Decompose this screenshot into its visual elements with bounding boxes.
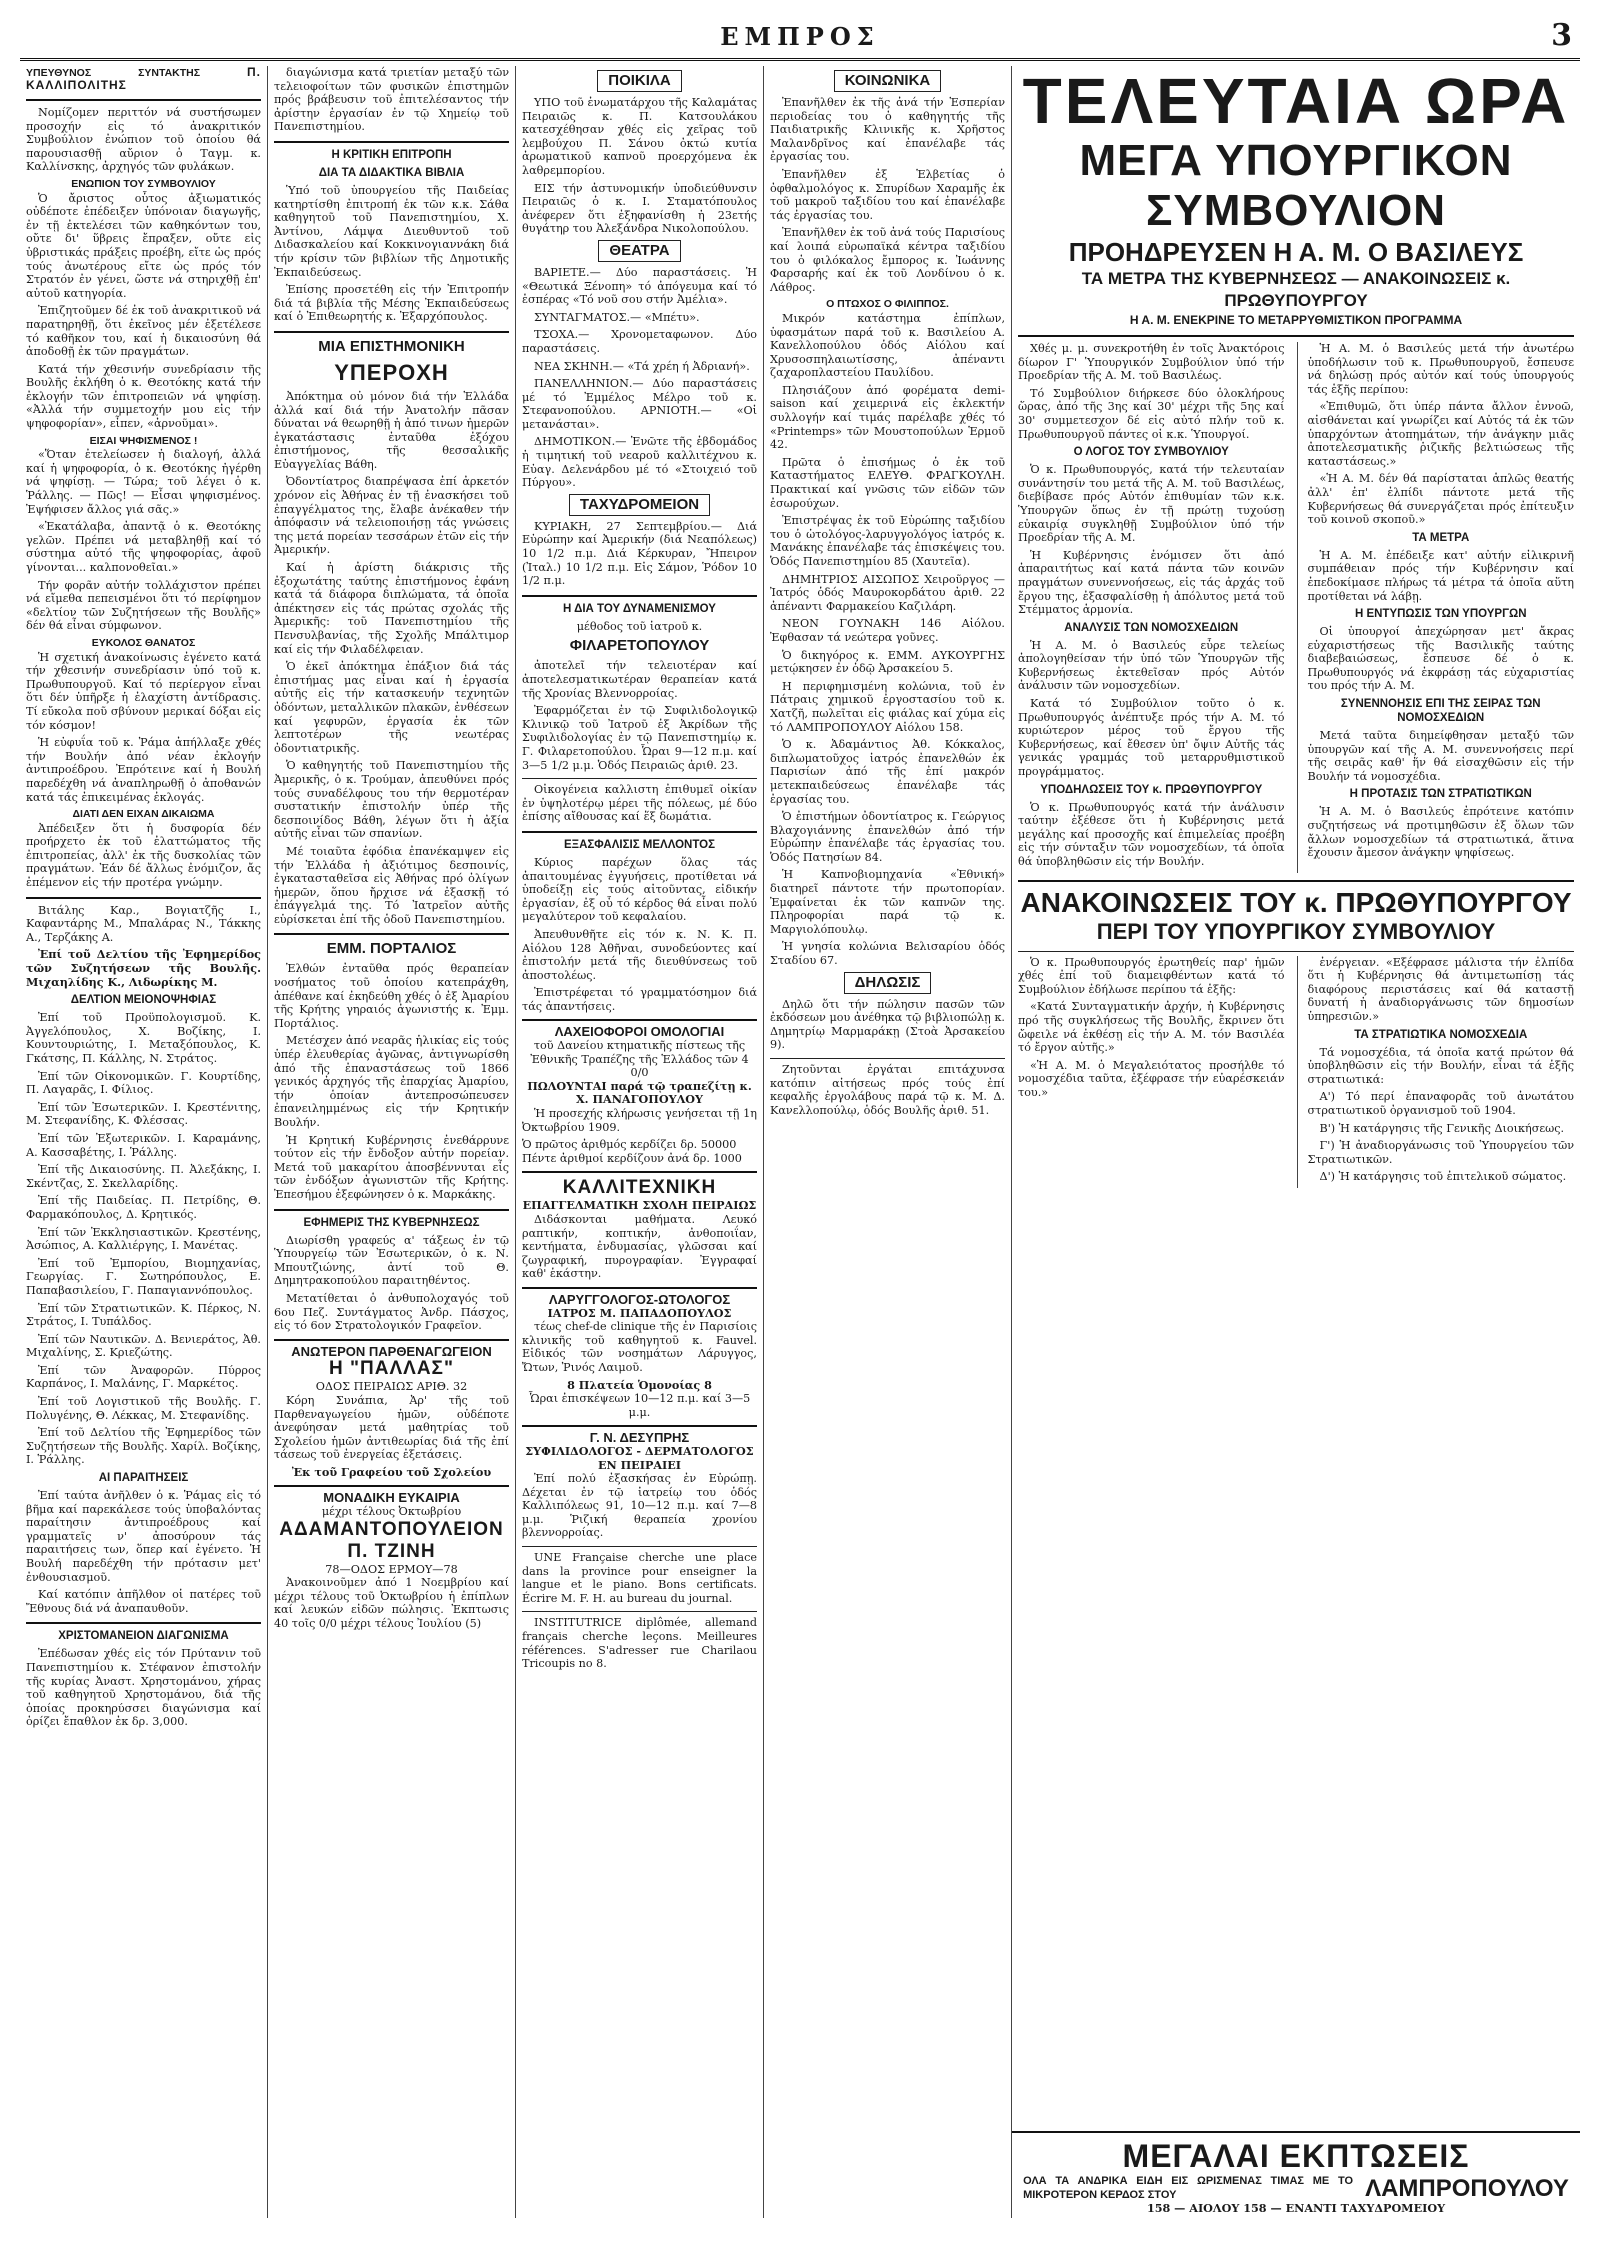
paragraph: Ἐπί τῆς Παιδείας. Π. Πετρίδης, Θ. Φαρμακόπουλος, Δ. Κρητικός. [26, 1194, 261, 1221]
ad-school [274, 1339, 509, 1480]
paragraph: Ὁ κ. Ἀδαμάντιος Ἀθ. Κόκκαλος, διπλωματοῦχος ἰατρός ἐπανελθών ἐκ Παρισίων ἀπό τῆς ἐπί μακρόν μετεκπαιδεύσεως ἐπανέλαβε τάς ἐργασίας του. [770, 738, 1005, 806]
ad-sell: ΠΩΛΟΥΝΤΑΙ παρά τῷ τραπεζίτῃ κ. Χ. ΠΑΝΑΓΟΠΟΥΛΟΥ [527, 1078, 752, 1107]
paragraph: UNE Française cherche une place dans la province pour enseigner la langue et le piano. Bons certificats. Écrire M. F. H. au bureau du journal. [522, 1551, 757, 1605]
lead-article [1018, 342, 1574, 873]
paragraph: Ἐπέδωσαν χθές εἰς τόν Πρύτανιν τοῦ Πανεπιστημίου κ. Στέφανον ἐπιστολήν τῆς κυρίας Ἀναστ. Χρηστομάνου, χήρας τοῦ καθηγητοῦ Χρηστομάνου, διά τῆς ὁποίας προκηρύσσει διαγώνισμα καί ὁρίζει ἔπαθλον ἐκ δρ. 3,000. [26, 1647, 261, 1729]
ad-address: 158 — ΑΙΟΛΟΥ 158 — ΕΝΑΝΤΙ ΤΑΧΥΔΡΟΜΕΙΟΥ [1146, 2201, 1446, 2216]
ad-title: ΛΑΡΥΓΓΟΛΟΓΟΣ-ΩΤΟΛΟΓΟΣ [548, 1291, 731, 1307]
paragraph: Ὁ δικηγόρος κ. ΕΜΜ. ΑΥΚΟΥΡΓΗΣ μετῴκησεν ἐν ὁδῷ Ἀρσακείου 5. [770, 648, 1005, 676]
announcement-article [1018, 956, 1574, 1188]
paragraph: «Κατά Συνταγματικήν ἀρχήν, ἡ Κυβέρνησις πρό τῆς συγκλήσεως τῆς Βουλῆς, ἔκρινεν ὅτι ὤφειλε νά ἐκθέσῃ εἰς τήν Α. Μ. τόν Βασιλέα τό ἔργον αὐτῆς.» [1018, 1000, 1285, 1055]
paragraph: Ἐπιστρέψας ἐκ τοῦ Εὐρώπης ταξιδίου του ὁ ὠτολόγος-λαρυγγολόγος ἰατρός κ. Μανάκης ἐπανέλαβε τάς ἐπισκέψεις του. Ὁδός Πανεπιστημίου 85 (Χαυτεῖα). [770, 514, 1005, 568]
ad-draw: Ἡ προσεχής κλήρωσις γενήσεται τῇ 1η Ὀκτωβρίου 1909. [522, 1107, 757, 1134]
paragraph: «Ὅταν ἐτελείωσεν ἡ διαλογή, ἀλλά καί ἡ ψηφοφορία, ὁ κ. Θεοτόκης ἠγέρθη νά ψηφίσῃ. — Τώρα; τοῦ λέγει ὁ κ. Ῥάλλης. — Πῶς! — Εἶσαι ψηφισμένος. Ἐψήφισεν ἄλλος γιά σᾶς.» [26, 448, 261, 516]
announcement-right [1297, 956, 1575, 1188]
paragraph: Ἐπί τοῦ Ἐμπορίου, Βιομηχανίας, Γεωργίας. Γ. Σωτηρόπουλος, Ε. Παπαβασιλείου, Γ. Παπαγιαννόπουλος. [26, 1256, 261, 1297]
headline-1: ΤΕΛΕΥΤΑΙΑ ΩΡΑ [1022, 66, 1570, 137]
section-heading: Η ΔΙΑ ΤΟΥ ΔΥΝΑΜΕΝΙΣΜΟΥ [563, 602, 716, 615]
masthead [20, 18, 1580, 61]
ad-until: μέχρι τέλους Ὀκτωβρίου [321, 1505, 462, 1519]
paragraph: Ἐπί τῶν Ἐσωτερικῶν. Ι. Κρεστένιτης, Μ. Στεφανίδης, Κ. Φλέσσας. [26, 1100, 261, 1128]
ad-text: ΟΛΑ ΤΑ ΑΝΔΡΙΚΑ ΕΙΔΗ ΕΙΣ ΩΡΙΣΜΕΝΑΣ ΤΙΜΑΣ ΜΕ ΤΟ ΜΙΚΡΟΤΕΡΟΝ ΚΕΡΔΟΣ ΣΤΟΥ [1023, 2175, 1354, 2201]
section-heading: ΘΕΑΤΡΑ [598, 240, 680, 262]
section-heading: ΑΝΑΛΥΣΙΣ ΤΩΝ ΝΟΜΟΣΧΕΔΙΩΝ [1064, 621, 1239, 634]
newspaper-page [20, 18, 1580, 2218]
paragraph: ΤΣΟΧΑ.— Χρονομεταφωνον. Δύο παραστάσεις. [522, 328, 757, 355]
paragraph: Τά νομοσχέδια, τά ὁποῖα κατά πρώτον θά ὑποβληθῶσιν εἰς τήν Βουλήν, εἶναι τά ἑξῆς στρατιωτικά: [1307, 1045, 1574, 1086]
paragraph: Κατά τήν χθεσινήν συνεδρίασιν τῆς Βουλῆς ἐκλήθη ὁ κ. Θεοτόκης κατά τήν ἐκλογήν τῶν ἐπιτροπειῶν νά ψηφίσῃ. «Ἀλλά τήν συμμετοχήν μου εἰς τήν ψηφοφορίαν», εἶπεν, «ἀρνοῦμαι». [26, 362, 261, 431]
paragraph: Ἡ Κρητική Κυβέρνησις ἐνεθάρρυνε τούτον εἰς τήν ἔνδοξον αὐτήν πορείαν. Μετά τοῦ μακαρίτου ἀποσβέννυται εἷς τῶν ἐνδόξων ἀγωνιστῶν τῆς Κρήτης. Ἐπεσήμου ἐξεφώνησεν ὁ κ. Μαρκάκης. [274, 1133, 509, 1201]
ad-place: ΕΝ ΠΕΙΡΑΙΕΙ [597, 1457, 682, 1472]
paragraph: Μικρόν κατάστημα ἐπίπλων, ὑφασμάτων παρά τοῦ κ. Βασιλείου Α. Κανελλοπούλου ὁδός Αἰόλου καί Χρυσοσπηλαιωτίσσης, ἀπέναντι ζαχαροπλαστείου Παυλίδου. [770, 311, 1005, 380]
paragraph: Η περιφημισμένη κολώνια, τοῦ ἐν Πάτραις χημικοῦ ἐργοστασίου τοῦ κ. Χατζῆ, πωλεῖται εἰς φιάλας καί χύμα εἰς τό ΛΑΜΠΡΟΠΟΥΛΟΥ Αἰόλου 158. [770, 679, 1005, 734]
ad-title: Γ. Ν. ΔΕΣΥΠΡΗΣ [589, 1430, 690, 1446]
responsible-name: Π. ΚΑΛΛΙΠΟΛΙΤΗΣ [26, 66, 262, 92]
section-heading: ΤΑ ΜΕΤΡΑ [1412, 531, 1470, 544]
ad-prize: Ὁ πρῶτος ἀριθμός κερδίζει δρ. 50000 [522, 1138, 737, 1152]
ad-address: ΟΔΟΣ ΠΕΙΡΑΙΩΣ ΑΡΙΘ. 32 [315, 1380, 468, 1394]
section-heading: ΜΙΑ ΕΠΙΣΤΗΜΟΝΙΚΗ [318, 337, 465, 355]
section-heading: ΕΜΜ. ΠΟΡΤΑΛΙΟΣ [326, 940, 457, 958]
ad-title: ΜΕΓΑΛΑΙ ΕΚΠΤΩΣΕΙΣ [1122, 2138, 1470, 2175]
paragraph: ἐνέργειαν. «Εξέφρασε μάλιστα τήν ἐλπίδα ὅτι ἡ Κυβέρνησις θά ἀντιμετωπίσῃ τάς διαφόρους περιστάσεις καί θά καταστῇ δυνατή ἡ ἀναδιοργάνωσις τῶν δημοσίων ὑπηρεσιῶν.» [1307, 955, 1574, 1023]
paper-name: ΕΜΠΡΟΣ [720, 22, 880, 51]
section-heading: ΥΠΕΡΟΧΗ [334, 359, 449, 385]
side-heading: Ο ΠΤΩΧΟΣ Ο ΦΙΛΙΠΠΟΣ. [826, 298, 949, 311]
section-heading: ΚΟΙΝΩΝΙΚΑ [834, 70, 942, 92]
paragraph: Μετατίθεται ὁ ἀνθυπολοχαγός τοῦ 6ου Πεζ. Συντάγματος Ἀνδρ. Πάσχος, εἰς τό 6ον Στρατολογικόν Γραφεῖον. [274, 1291, 509, 1333]
paragraph: Τήν φορᾶν αὐτήν τολλάχιστον πρέπει νά εἴμεθα πεπεισμένοι ὅτι τό περίφημον «δελτίον τῶν Συζητήσεων τῆς Βουλῆς» δέν θά εἶναι σύμφωνον. [26, 578, 261, 633]
ad-text: Ἐπί πολύ ἐξασκήσας ἐν Εὐρώπῃ. Δέχεται ἐν τῷ ἰατρείῳ του ὁδός Καλλιπόλεως 91, 10—12 π.μ. καί 7—8 μ.μ. Ῥιζική θεραπεία χρονίου βλεννορροίας. [522, 1472, 757, 1540]
paragraph: ΒΑΡΙΕΤΕ.— Δύο παραστάσεις. Ἡ «Θεωτικά Ξένοπη» τό ἀπόγευμα καί τό ἑσπέρας «Τό νοῦ σου στήν Ἀμέλια». [522, 265, 757, 307]
paragraph: Ἐπί τῶν Ἀναφορῶν. Πύρρος Καρπάνος, Ι. Μαλάνης, Γ. Μαρκέτος. [26, 1363, 261, 1391]
ad-unique [274, 1485, 509, 1630]
columns [20, 66, 1580, 2218]
headline-3: ΠΡΟΗΔΡΕΥΣΕΝ Η Α. Μ. Ο ΒΑΣΙΛΕΥΣ [1068, 237, 1524, 267]
section-subheading: μέθοδος τοῦ ἰατροῦ κ. [576, 619, 703, 633]
paragraph: Ἐπί τῆς Δικαιοσύνης. Π. Ἀλεξάκης, Ι. Σκέντζας, Σ. Σκελλαρίδης. [26, 1163, 261, 1190]
paragraph: ΝΕΑ ΣΚΗΝΗ.— «Τά χρέη ή Ἀδριανή». [534, 359, 750, 373]
paragraph: «Ἐκατάλαβα, ἀπαντᾷ ὁ κ. Θεοτόκης γελῶν. Πρέπει νά μεταβληθῇ καί τό σύστημα αὐτό τῆς ψηφοφορίας, ἀφοῦ γίνονται... καλπονοθεῖαι.» [26, 520, 261, 574]
ad-name: ΙΑΤΡΟΣ Μ. ΠΑΠΑΔΟΠΟΥΛΟΣ [547, 1305, 732, 1320]
paragraph: Ὁ ἐκεῖ ἀπόκτημα ἐπάξιον διά τάς ἐπιστήμας μας εἶναι καί ἡ ἐργασία αὐτῆς εἰς τήν κατασκευήν τεχνητῶν ὀδόντων, μεταλλικῶν πλακῶν, ἐνθέσεων καί γεφυρῶν, ἐργασία ἐκ τῶν λεπτοτέρων τῆς νεωτέρας ὀδοντιατρικῆς. [274, 660, 509, 755]
paragraph: Ἐπανῆλθεν ἐξ Ἑλβετίας ὁ ὀφθαλμολόγος κ. Σπυρίδων Χαραμῆς ἐκ τοῦ μακροῦ ταξιδίου του καί ἐπανέλαβε τάς ἐργασίας του. [770, 167, 1005, 222]
paragraph: Ἡ σχετική ἀνακοίνωσις ἐγένετο κατά τήν χθεσινήν συνεδρίασιν ὑπό τοῦ κ. Πρωθυπουργοῦ. Καί τό περίεργον εἶναι ὅτι δέν ὑπῆρξε ἡ ἐλαχίστη ἀντίδρασις. Τί εὔκολα ποῦ σβύνουν μερικαί δόξαι εἰς τόν κόσμον! [26, 650, 261, 732]
paragraph: Πρῶτα ὁ ἐπισήμως ὁ ἐκ τοῦ Καταστήματος ΕΛΕΥΘ. ΦΡΑΓΚΟΥΛΗ. Πρακτικαί καί γνῶσις τῶν εἰδῶν τῶν ἐσωρούχων. [770, 455, 1005, 510]
paragraph: ΚΥΡΙΑΚΗ, 27 Σεπτεμβρίου.— Διά Εὐρώπην καί Ἀμερικήν (διά Νεαπόλεως) 10 1/2 π.μ. Διά Κέρκυραν, Ἤπειρον (Ἰταλ.) 10 1/2 π.μ. Εἰς Σάμον, Ῥόδον 10 1/2 π.μ. [522, 519, 757, 588]
column-4 [764, 66, 1012, 2218]
section-heading: ΕΦΗΜΕΡΙΣ ΤΗΣ ΚΥΒΕΡΝΗΣΕΩΣ [303, 1216, 480, 1229]
ad-sub: ΕΠΑΓΓΕΛΜΑΤΙΚΗ ΣΧΟΛΗ ΠΕΙΡΑΙΩΣ [522, 1198, 757, 1213]
paragraph: Ὑπό τοῦ ὑπουργείου τῆς Παιδείας κατηρτίσθη ἐπιτροπή ἐκ τῶν κ.κ. Σάθα καθηγητοῦ τοῦ Πανεπιστημίου, Χ. Ἀντίνου, Λάμψα Διευθυντοῦ τοῦ Διδασκαλείου καί Κοκκινογιαννάκη διά τήν κρίσιν τῶν βιβλίων τῆς Δημοτικῆς Ἐκπαιδεύσεως. [274, 183, 509, 279]
paragraph: Ἐλθών ἐνταῦθα πρός θεραπείαν νοσήματος τοῦ ὁποίου κατεπράχθη, ἀπέθανε καί ἐκηδεύθη χθές ὁ ἐξ Ἀμαρίου τῆς Κρήτης γηραιός ἀγωνιστής κ. Ἐμμ. Πορτάλιος. [274, 962, 509, 1030]
paragraph: Ἡ Κυβέρνησις ἐνόμισεν ὅτι ἀπό ἀπαραιτήτως καί κατά πάντα τῶν κοινῶν πραγμάτων συνεννοήσεως, εἰς τάς ἀρχάς τοῦ ἔργου της, ἐξασφαλίσθῃ ἡ ἀπόλυτος μετά τοῦ Στέμματος ἁρμονία. [1018, 548, 1285, 617]
ad-lottery [522, 1019, 757, 1165]
paragraph: Ἐπί τοῦ Προϋπολογισμοῦ. Κ. Ἀγγελόπουλος, Χ. Βοζίκης, Ι. Κουντουριώτης, Ι. Μεταξόπουλος, Κ. Γκάτσης, Π. Κάλλης, Ν. Στράτος. [26, 1011, 261, 1065]
paragraph: Ἡ Α. Μ. ὁ Βασιλεύς ἐπρότεινε κατόπιν συζητήσεως νά προτιμηθῶσιν ἐξ ὅλων τῶν ἄλλων νομοσχεδίων τά στρατιωτικά, ἅτινα ἔχουσιν ἄμεσον ἀνάγκην ψηφίσεως. [1307, 805, 1574, 860]
ad-title: ΚΑΛΛΙΤΕΧΝΙΚΗ [562, 1177, 717, 1199]
section-heading: ΥΠΟΔΗΛΩΣΕΙΣ ΤΟΥ κ. ΠΡΩΘΥΠΟΥΡΓΟΥ [1040, 783, 1263, 796]
section-heading: ΔΙΑ ΤΑ ΔΙΔΑΚΤΙΚΑ ΒΙΒΛΙΑ [318, 166, 465, 179]
ad-text: τέως chef-de clinique τῆς ἐν Παρισίοις κλινικῆς τοῦ καθηγητοῦ κ. Fauvel. Εἰδικός τῶν νοσημάτων Λάρυγγος, Ὤτων, Ῥινός Λαιμοῦ. [522, 1320, 757, 1374]
section-heading: ΑΙ ΠΑΡΑΙΤΗΣΕΙΣ [98, 1472, 189, 1485]
paragraph: ΕΙΣ τήν ἀστυνομικήν ὑποδιεύθυνσιν Πειραιῶς ὁ κ. Ι. Σταματόπουλος ἀνέφερεν ὅτι ἐξηφανίσθη ἡ 23ετής θυγάτηρ του Ἀλεξάνδρα Νικολοπούλου. [522, 181, 757, 236]
paragraph: Ἡ εὐφυΐα τοῦ κ. Ῥάμα ἀπήλλαξε χθές τήν Βουλήν ἀπό νέαν ἐκλογήν ἀντιπροέδρου. Ἐπρότεινε καί ἡ Βουλή παρεδέχθη νά ἀναπληρωθῇ ὁ ἀποθανών κατά τάς ἐπικειμένας ἐκλογάς. [26, 736, 261, 804]
paragraph: Ἀπόκτημα οὐ μόνον διά τήν Ἑλλάδα ἀλλά καί διά τήν Ἀνατολήν πᾶσαν δύναται νά θεωρηθῇ ἡ ἀπό τινων ἡμερῶν ἐγκατάστασις ἐνταῦθα ἐξόχου ἐπιστήμονος, τῆς θεσσαλικῆς Εὐαγγελίας Βάθη. [274, 389, 509, 471]
paragraph: Δ') Ἡ κατάργησις τοῦ ἐπιτελικοῦ σώματος. [1319, 1170, 1567, 1184]
ad-sub: ΣΥΦΙΛΙΔΟΛΟΓΟΣ - ΔΕΡΜΑΤΟΛΟΓΟΣ [525, 1443, 754, 1458]
section-heading: Η ΠΡΟΤΑΣΙΣ ΤΩΝ ΣΤΡΑΤΙΩΤΙΚΩΝ [1349, 788, 1532, 801]
column-2 [268, 66, 516, 2218]
paragraph: Ἐπί τοῦ Λογιστικοῦ τῆς Βουλῆς. Γ. Πολυγένης, Θ. Λέκκας, Μ. Στεφανίδης. [26, 1395, 261, 1422]
paragraph: Διωρίσθη γραφεύς α' τάξεως ἐν τῷ Ὑπουργείῳ τῶν Ἐσωτερικῶν, ὁ κ. Ν. Μπουτζιώνης, ἀντί τοῦ Θ. Δημητρακοπούλου παραιτηθέντος. [274, 1233, 509, 1288]
paragraph: Χθές μ. μ. συνεκροτήθη ἐν τοῖς Ἀνακτόροις δίωρον Γ' Ὑπουργικόν Συμβούλιον ὑπό τήν Προεδρίαν τῆς Α. Μ. τοῦ Βασιλέως. [1018, 342, 1285, 383]
section-heading: ΔΕΛΤΙΟΝ ΜΕΙΟΝΟΨΗΦΙΑΣ [70, 994, 217, 1007]
lead-right [1297, 342, 1575, 873]
ad-art-school [522, 1171, 757, 1281]
side-heading: ΕΙΣΑΙ ΨΗΦΙΣΜΕΝΟΣ ! [89, 434, 198, 447]
announcement-subheading: ΠΕΡΙ ΤΟΥ ΥΠΟΥΡΓΙΚΟΥ ΣΥΜΒΟΥΛΙΟΥ [1096, 918, 1496, 944]
paragraph: Ὁ ἐπιστήμων ὀδοντίατρος κ. Γεώργιος Βλαχογιάννης ἐπανελθών ἀπό τήν Εὐρώπην ἐπανέλαβε τάς ἐργασίας του. Ὁδός Πατησίων 84. [770, 810, 1005, 864]
paragraph: Ἡ Καπνοβιομηχανία «Ἐθνική» διατηρεῖ πάντοτε τήν πρωτοπορίαν. Ἐμφαίνεται ἐκ τῶν καπνῶν της. Πληροφορίαι παρά τῷ κ. Μαργιολόπουλῳ. [770, 868, 1005, 936]
paragraph: Ἐπιζητοῦμεν δέ ἐκ τοῦ ἀνακριτικοῦ νά παρατηρηθῇ, ὅτι ἐκεῖνος μέν ἐξετέλεσε τό καθῆκον του, καί ἡ δικαιοσύνη θά ἀποδοθῇ ἐκ τῶν πραγμάτων. [26, 304, 261, 359]
ad-name: Η "ΠΑΛΛΑΣ" [329, 1358, 454, 1380]
paragraph: Μέ τοιαῦτα ἐφόδια ἐπανέκαμψεν εἰς τήν Ἑλλάδα ἡ ἀξιότιμος δεσποινίς, ἐγκατασταθεῖσα εἰς Ἀθήνας πρό ὀλίγων ἡμερῶν, ὅπου ἤρχισε νά ἐξασκῇ τό ἐπάγγελμά της. Τό Ἰατρεῖον αὐτῆς εὑρίσκεται ἐπί τῆς ὁδοῦ Πανεπιστημίου. [274, 844, 509, 926]
paragraph: Ἐπί ταύτα ἀνῆλθεν ὁ κ. Ῥάμας εἰς τό βῆμα καί παρεκάλεσε τούς ὑποβαλόντας παραίτησιν ἀντιπροέδρους καί γραμματεῖς ν' ἀποσύρουν τάς παραιτήσεις των, ὅπερ καί ἐγένετο. Ἡ Βουλή παρεδέχθη τήν πρότασιν μετ' ἐνθουσιασμοῦ. [26, 1489, 261, 1584]
paragraph: Κύριος παρέχων ὅλας τάς ἀπαιτουμένας ἐγγυήσεις, προτίθεται νά ὑποδείξῃ εἰς τούς αἰτοῦντας, εἰδικήν ἐργασίαν, ἐξ οὗ τό κέρδος θά εἶναι πολύ μεγαλύτερον τοῦ κεφαλαίου. [522, 855, 757, 924]
section-heading: ΔΗΛΩΣΙΣ [844, 972, 932, 994]
ad-text: Κόρη Συνάπια, Ἀρ' τῆς τοῦ Παρθεναγωγείου ἡμῶν, οὐδέποτε ἀνεφύησαν μετά μαθητρίας τοῦ Σχολείου ἡμῶν ἀντιθεωρίας διά τῆς ἐπί τάσεως τοῦ ἐνεργείας ἐξετάσεις. [274, 1393, 509, 1462]
paragraph: Ἐπιστρέφεται τό γραμματόσημον διά τάς ἀπαντήσεις. [522, 986, 757, 1013]
paragraph: ΠΑΝΕΛΛΗΝΙΟΝ.— Δύο παραστάσεις μέ τό Ἐμμέλος Μέλρο τοῦ κ. Στεφανοπούλου. ΑΡΝΙΟΤΗ.— «Οἱ μετανάσται». [522, 377, 757, 431]
paragraph: INSTITUTRICE diplômée, allemand français cherche leçons. Meilleures références. S'adresser rue Charilaou Tricoupis no 8. [522, 1616, 757, 1671]
paragraph: Δηλῶ ὅτι τήν πώλησιν πασῶν τῶν ἐκδόσεων μου ἀνέθηκα τῷ βιβλιοπώλῃ κ. Δημητρίῳ Μαρμαράκῃ (Στοὰ Ἀρσακείου 9). [770, 997, 1005, 1052]
paragraph: Ἐπίσης προσετέθη εἰς τήν Ἐπιτροπήν διά τά βιβλία τῆς Μέσης Ἐκπαιδεύσεως καί ὁ Ἐπιθεωρητής κ. Ἐξαρχόπουλος. [274, 283, 509, 324]
headline-5: Η Α. Μ. ΕΝΕΚΡΙΝΕ ΤΟ ΜΕΤΑΡΡΥΘΜΙΣΤΙΚΟΝ ΠΡΟΓΡΑΜΜΑ [1129, 313, 1463, 327]
ad-title: ΛΑΧΕΙΟΦΟΡΟΙ ΟΜΟΛΟΓΙΑΙ [554, 1024, 725, 1040]
column-1 [20, 66, 268, 2218]
paragraph: Μετά ταῦτα διημείφθησαν μεταξύ τῶν ὑπουργῶν καί τῆς Α. Μ. συνεννοήσεις περί τῆς σειρᾶς καθ' ἥν θά εἰσαχθῶσιν εἰς τήν Βουλήν τά νομοσχέδια. [1307, 729, 1574, 783]
announcement-heading: ΑΝΑΚΟΙΝΩΣΕΙΣ ΤΟΥ κ. ΠΡΩΘΥΠΟΥΡΓΟΥ [1020, 886, 1572, 918]
section-heading: ΧΡΙΣΤΟΜΑΝΕΙΟΝ ΔΙΑΓΩΝΙΣΜΑ [58, 1630, 229, 1643]
ad-text: Ἀνακοινοῦμεν ἀπό 1 Νοεμβρίου καί μέχρι τέλους τοῦ Ὀκτωβρίου ἡ ἐπίπλων καί λευκών εἰδῶν πώλησις. Ἐκπτωσις 40 τοῖς 0/0 μέχρι τέλους Ἰουλίου (5) [274, 1576, 509, 1631]
paragraph: Ὁ κ. Πρωθυπουργός κατά τήν ἀνάλυσιν ταύτην ἐξέθεσε ὅτι ἡ Κυβέρνησις μετά μεγάλης καί προσοχῆς καί ἐπιμελείας προέβη εἰς τήν σύνταξιν τῶν νομοσχεδίων, τά ὁποῖα θά ὑποβληθῶσιν εἰς τήν Βουλήν. [1018, 800, 1285, 868]
column-3 [516, 66, 764, 2218]
paragraph: Ὁ κ. Πρωθυπουργός ἐρωτηθείς παρ' ἡμῶν χθές ἐπί τοῦ διαμειφθέντων κατά τό Συμβούλιον ἐδήλωσε περίπου τά ἑξῆς: [1018, 955, 1285, 996]
paragraph: Ἐπί τῶν Ἐκκλησιαστικῶν. Κρεστένης, Ἀσώπιος, Α. Καλλιέργης, Ι. Μανέτας. [26, 1225, 261, 1253]
section-heading: ΕΞΑΣΦΑΛΙΣΙΣ ΜΕΛΛΟΝΤΟΣ [564, 838, 715, 851]
paragraph: διαγώνισμα κατά τριετίαν μεταξύ τῶν τελειοφοίτων τῶν φυσικῶν ἐπιστημῶν πρός βράβευσιν τοῦ ἐπιτελέσαντος τήν ἀρίστην ἐργασίαν ἐν τῷ Χημείῳ τοῦ Πανεπιστημίου. [274, 66, 509, 134]
ad-text: Διδάσκονται μαθήματα. Λευκό ραπτικήν, κοπτικήν, ἀνθοποιΐαν, κεντήματα, ἐνδυμασίας, γλῶσσαι καί ζωγραφική, πυρογραφίαν. Ἐγγραφαί καθ' ἑκάστην. [522, 1213, 757, 1281]
ad-sign: Ἐκ τοῦ Γραφείου τοῦ Σχολείου [291, 1464, 492, 1479]
ad-title: ΑΝΩΤΕΡΟΝ ΠΑΡΘΕΝΑΓΩΓΕΙΟΝ [291, 1343, 492, 1359]
paragraph: Ἡ γνησία κολώνια Βελισαρίου ὁδός Σταδίου 67. [770, 940, 1005, 968]
paragraph: ἀποτελεῖ τήν τελειοτέραν καί ἀποτελεσματικωτέραν θεραπείαν κατά τῆς Χρονίας Βλεννορροίας. [522, 659, 757, 700]
paragraph: Ἐπί τῶν Οἰκονομικῶν. Γ. Κουρτίδης, Π. Λαγαρᾶς, Ι. Φίλιος. [26, 1069, 261, 1097]
headline-2: ΜΕΓΑ ΥΠΟΥΡΓΙΚΟΝ ΣΥΜΒΟΥΛΙΟΝ [1079, 136, 1513, 235]
page-number: 3 [1551, 18, 1572, 53]
paragraph: ΔΗΜΟΤΙΚΟΝ.— Ἐνῶτε τῆς ἑβδομάδος ἡ τιμητική τοῦ νεαροῦ καλλιτέχνου κ. Εὐαγ. Δελενάρδου μέ τό «Στοιχειό τοῦ Πύργου». [522, 435, 757, 490]
paragraph: Ἐπί τοῦ Δελτίου τῆς Ἐφημερίδος τῶν Συζητήσεων τῆς Βουλῆς. Μιχαηλίδης Κ., Λιδωρίκης Μ. [26, 947, 261, 989]
lead-left [1018, 342, 1285, 873]
paragraph: ΣΥΝΤΑΓΜΑΤΟΣ.— «Μπέτυ». [534, 310, 700, 324]
paragraph: Ἡ Α. Μ. ἐπέδειξε κατ' αὐτήν εἰλικρινῆ συμπάθειαν πρός τήν Κυβέρνησιν καί ἐπεδοκίμασε πλήρως τά μέτρα τά ὁποῖα αὕτη προτίθεται νά λάβῃ. [1307, 548, 1574, 603]
section-heading: ΦΙΛΑΡΕΤΟΠΟΥΛΟΥ [569, 637, 710, 655]
paragraph: Ὁ ἄριστος οὗτος ἀξιωματικός οὐδέποτε ἐπέδειξεν ὑπόνοιαν διαγωγῆς, ἐν τῇ ἐκτελέσει τῶν καθηκόντων του, οὔτε δι' ὕβρεις ἔπραξεν, οὔτε εἰς ὑβριστικάς πράξεις προέβη, εἴτε ὡς πρός τούς ἀνωτέρους εἴτε ὡς πρός τόν Στρατόν ἐν γένει, ὥστε νά στηριχθῇ ἐπ' αὐτοῦ κατηγορία. [26, 191, 261, 300]
section-heading: Η ΚΡΙΤΙΚΗ ΕΠΙΤΡΟΠΗ [331, 148, 452, 161]
section-heading: ΠΟΙΚΙΛΑ [597, 70, 682, 92]
paragraph: Ἐφαρμόζεται ἐν τῷ Συφιλιδολογικῷ Κλινικῷ τοῦ Ἰατροῦ ἐξ Ἀκρίδων τῆς Συφιλιδολογίας ἐν τῷ Πανεπιστημίῳ κ. Γ. Φιλαρετοπούλου. Ὧραι 9—12 π.μ. καί 3—5 1/2 μ.μ. Ὁδός Πειραιῶς ἀριθ. 23. [522, 704, 757, 772]
ad-shop: ΛΑΜΠΡΟΠΟΥΛΟΥ [1365, 2175, 1569, 2203]
paragraph: Τό Συμβούλιον διήρκεσε δύο ὁλοκλήρους ὥρας, ἀπό τῆς 3ης καί 30' μέχρι τῆς 5ης καί 30' συμμετεσχον δέ εἰς αὐτό πλήν τοῦ κ. Πρωθυπουργοῦ πάντες οἱ κ.κ. Ὑπουργοί. [1018, 386, 1285, 441]
ad-hours: Ὧραι ἐπισκέψεων 10—12 π.μ. καί 3—5 μ.μ. [528, 1392, 751, 1419]
ad-shop: ΑΔΑΜΑΝΤΟΠΟΥΛΕΙΟΝ [279, 1518, 504, 1540]
responsible-label: ΥΠΕΥΘΥΝΟΣ ΣΥΝΤΑΚΤΗΣ [26, 67, 201, 79]
paragraph: Μετέσχεν ἀπό νεαρᾶς ἡλικίας εἰς τούς ὑπέρ ἐλευθερίας ἀγῶνας, ἀντιγνωρίσθη ἀπό τῆς ἐπαναστάσεως τοῦ 1866 γενικός ἀρχηγός τῆς ἐπαρχίας Ἀμαρίου, τήν ὁποίαν ἀντεπροσώπευσεν ἐπανειλημμένως εἰς τήν Κρητικήν Βουλήν. [274, 1034, 509, 1129]
paragraph: Οἰκογένεια καλλιστη ἐπιθυμεῖ οἰκίαν ἐν ὑψηλοτέρῳ μέρει τῆς πόλεως, μέ δύο ἐπίσης αἴθουσας καί ἕξ δωμάτια. [522, 783, 757, 824]
paragraph: Ἐπί τῶν Ναυτικῶν. Δ. Βενιεράτος, Ἀθ. Μιχαλίνης, Σ. Κριεζώτης. [26, 1332, 261, 1360]
paragraph: Ἡ Α. Μ. ὁ Βασιλεύς εὗρε τελείως ἀπολογηθείσαν τήν ὑπό τῶν Ὑπουργῶν τῆς Κυβερνήσεως ἐκτεθεῖσαν πρός Αὐτόν ἀνάλυσιν τῶν νομοσχεδίων. [1018, 638, 1285, 693]
paragraph: ΔΗΜΗΤΡΙΟΣ ΑΙΣΩΠΟΣ Χειροῦργος — Ἰατρός ὁδός Μαυροκορδάτου ἀριθ. 22 ἀπέναντι Φαρμακείου Καζιλάρη. [770, 572, 1005, 613]
paragraph: Οἱ ὑπουργοί ἀπεχώρησαν μετ' ἄκρας εὐχαριστήσεως τῆς Βασιλικῆς ταύτης διαβεβαιώσεως, ἔσπευσε δέ ὁ κ. Πρωθυπουργός νά ἐκφράσῃ τάς εὐχαριστίας του πρός τήν Α. Μ. [1307, 625, 1574, 693]
paragraph: Ὁ καθηγητής τοῦ Πανεπιστημίου τῆς Ἀμερικῆς, ὁ κ. Τρούμαν, ἀπευθύνει πρός τούς συναδέλφους του τήν θερμοτέραν συστατικήν ἐπιστολήν ὑπέρ τῆς δεσποινίδος Βάθη, λέγων ὅτι ἡ ἀξία αὐτῆς εἶναι τῶν σπανίων. [274, 759, 509, 841]
paragraph: Πλησιάζουν ἀπό φορέματα demi-saison καί χειμερινά εἰς ἐκλεκτήν συλλογήν καί τιμάς παρέλαβε χθές τό «Printemps» τῶν Μουστοπούλων Ἑρμοῦ 42. [770, 383, 1005, 452]
paragraph: Α') Τό περί ἐπαναφορᾶς τοῦ ἀνωτάτου στρατιωτικοῦ ὀργανισμοῦ τοῦ 1904. [1307, 1090, 1574, 1117]
ad-title: ΜΟΝΑΔΙΚΗ ΕΥΚΑΙΡΙΑ [323, 1490, 460, 1506]
paragraph: ΥΠΟ τοῦ ἐνωματάρχου τῆς Καλαμάτας Πειραιῶς κ. Π. Κατσουλάκου κατεσχέθησαν χθές εἰς χεῖρας τοῦ λεμβούχου Π. Σάνου ὀκτώ κυτία ἀρωματικοῦ καπνοῦ προερχόμενα ἐκ λαθρεμπορίου. [522, 96, 757, 177]
paragraph: «Ἡ Α. Μ. δέν θά παρίσταται ἁπλῶς θεατής ἀλλ' ἐπ' ἐλπίδι πάντοτε μετά τῆς Κυβερνήσεως θά συνεργάζεται πρός ἐπίτευξιν τοῦ κοινοῦ σκοποῦ.» [1307, 472, 1574, 527]
side-heading: ΔΙΑΤΙ ΔΕΝ ΕΙΧΑΝ ΔΙΚΑΙΩΜΑ [72, 808, 215, 821]
section-heading: Ο ΛΟΓΟΣ ΤΟΥ ΣΥΜΒΟΥΛΙΟΥ [1073, 446, 1229, 459]
ad-ent [522, 1287, 757, 1419]
paragraph: ΝΕΟΝ ΓΟΥΝΑΚΗ 146 Αἰόλου. Ἐφθασαν τά νεώτερα γοῦνες. [770, 617, 1005, 644]
paragraph: Ζητοῦνται ἐργάται επιτάχυνσα κατόπιν αἰτήσεως πρός τούς ἐπί κεφαλῆς ἐργολάβους παρά τῷ κ. Μ. Δ. Κανελλοπούλῳ, ὁδός Βουλῆς ἀριθ. 51. [770, 1063, 1005, 1117]
paragraph: Ἐπανῆλθεν ἐκ τῆς ἀνά τήν Ἑσπερίαν περιοδείας του ὁ καθηγητής τῆς Παιδιατρικῆς Κλινικῆς κ. Χρῆστος Μαλανδρῖνος καί ἐπανέλαβε τάς ἐργασίας του. [770, 96, 1005, 164]
paragraph: Βιτάλης Καρ., Βογιατζῆς Ι., Καφαντάρης Μ., Μπαλάρας Ν., Τάκκης Α., Τερζάκης Α. [26, 903, 261, 944]
paragraph: Καί ἡ ἀρίστη διάκρισις τῆς ἐξοχωτάτης ταύτης ἐπιστήμονος ἐφάνη κατά τά διάφορα διπλώματα, τά ὁποῖα ἀπέκτησεν εἰς τάς πρώτας σχολάς τῆς Ἀμερικῆς: τοῦ Πανεπιστημίου τῆς Πενσυλβανίας, τῆς Σχολῆς Μπάλτιμορ καί εἰς τήν Φιλαδέλφειαν. [274, 561, 509, 656]
paragraph: Ὁ κ. Πρωθυπουργός, κατά τήν τελευταίαν συνάντησίν του μετά τῆς Α. Μ. τοῦ Βασιλέως, διεβίβασε πρός Αὐτόν ἐπιθυμίαν τῶν κ.κ. Ὑπουργῶν ὅπως ἐν τῇ πρώτῃ τυχούσῃ εὐκαιρίᾳ συγκληθῇ Συμβούλιον ὑπό τήν Προεδρίαν τῆς Α. Μ. [1018, 463, 1285, 545]
paragraph: Ἐπανῆλθεν ἐκ τοῦ ἀνά τούς Παρισίους καί λοιπά εὐρωπαϊκά κέντρα ταξιδίου του ὁ φιλόκαλος ἔμπορος κ. Ἰωάννης Φαρσαρής καί ἐκ τοῦ Λονδίνου ὁ κ. Λάθρος. [770, 226, 1005, 294]
paragraph: Ἐπί τοῦ Δελτίου τῆς Ἐφημερίδος τῶν Συζητήσεων τῆς Βουλῆς. Χαρίλ. Βοζίκης, Ι. Ῥάλλης. [26, 1426, 261, 1467]
column-5 [1012, 66, 1580, 2218]
ad-sale [1012, 2131, 1580, 2218]
headline-4: ΤΑ ΜΕΤΡΑ ΤΗΣ ΚΥΒΕΡΝΗΣΕΩΣ — ΑΝΑΚΟΙΝΩΣΕΙΣ κ. ΠΡΩΘΥΠΟΥΡΓΟΥ [1081, 269, 1511, 310]
ad-address: 8 Πλατεία Ὁμονοίας 8 [567, 1377, 712, 1392]
paragraph: Κατά τό Συμβούλιον τοῦτο ὁ κ. Πρωθυπουργός ἀνέπτυξε πρός τήν Α. Μ. τό κυριώτερον μέρος τοῦ ἔργου τῆς Κυβερνήσεως, καί ἔθεσεν ὑπ' ὄψιν Αὐτῆς τάς γενικάς γραμμάς τοῦ μεταρρυθμιστικοῦ προγράμματος. [1018, 697, 1285, 779]
section-heading: Η ΕΝΤΥΠΩΣΙΣ ΤΩΝ ΥΠΟΥΡΓΩΝ [1354, 608, 1527, 621]
section-heading: ΣΥΝΕΝΝΟΗΣΙΣ ΕΠΙ ΤΗΣ ΣΕΙΡΑΣ ΤΩΝ ΝΟΜΟΣΧΕΔΙΩΝ [1340, 698, 1541, 725]
side-heading: ΕΝΩΠΙΟΝ ΤΟΥ ΣΥΜΒΟΥΛΙΟΥ [71, 177, 216, 190]
paragraph: «Ἡ Α. Μ. ὁ Μεγαλειότατος προσήλθε τό νομοσχέδια ταῦτα, ἐξέφρασε τήν εὐαρέσκειάν του.» [1018, 1058, 1285, 1099]
paragraph: «Ἐπιθυμῶ, ὅτι ὑπέρ πάντα ἄλλον ἐννοῶ, αἰσθάνεται καί γνωρίζει καί Αὐτός τά ἐκ τῶν ὑπαρχόντων ἀτοπημάτων, τήν ἀνάγκην μιᾶς ἀποτελεσματικῆς ῥιζικῆς βελτιώσεως τῆς καταστάσεως.» [1307, 400, 1574, 468]
announcement-left [1018, 956, 1285, 1188]
ad-address: 78—ΟΔΟΣ ΕΡΜΟΥ—78 [325, 1562, 458, 1576]
responsible-editor [26, 66, 261, 92]
side-heading: ΕΥΚΟΛΟΣ ΘΑΝΑΤΟΣ [91, 636, 196, 649]
paragraph: Ἀπευθυνθῆτε εἰς τόν κ. Ν. Κ. Π. Αἰόλου 128 Ἀθῆναι, συνοδεύοντες καί ἐπιστολήν μετά τῆς διευθύνσεως τοῦ ἀποστολέως. [522, 927, 757, 982]
paragraph: Ἐπί τῶν Ἐξωτερικῶν. Ι. Καραμάνης, Α. Κασσαβέτης, Ι. Ῥάλλης. [26, 1131, 261, 1159]
ad-prize: Πέντε ἀριθμοί κερδίζουν ἀνά δρ. 1000 [522, 1151, 742, 1165]
section-heading: ΤΑ ΣΤΡΑΤΙΩΤΙΚΑ ΝΟΜΟΣΧΕΔΙΑ [1354, 1028, 1528, 1041]
paragraph: Νομίζομεν περιττόν νά συστήσωμεν προσοχήν εἰς τό ἀνακριτικόν Συμβούλιον ἐνώπιον τοῦ ὁποίου θά παρουσιασθῇ αὔριον ὁ Ταγμ. κ. Καλλίνσκης, ἀρχηγός τῶν φυλάκων. [26, 106, 261, 174]
section-heading: ΤΑΧΥΔΡΟΜΕΙΟΝ [569, 494, 710, 516]
paragraph: Β') Ἡ κατάργησις τῆς Γενικῆς Διοικήσεως. [1319, 1121, 1565, 1135]
headline-banner [1018, 66, 1574, 328]
paragraph: Ἐπί τῶν Στρατιωτικῶν. Κ. Πέρκος, Ν. Στράτος, Ι. Τυπάλδος. [26, 1301, 261, 1329]
ad-syph [522, 1425, 757, 1540]
paragraph: Ἡ Α. Μ. ὁ Βασιλεύς μετά τήν ἀνωτέρω ὑποδήλωσιν τοῦ κ. Πρωθυπουργοῦ, ἔσπευσε νά δηλώσῃ πρός αὐτόν καί τούς ὑπουργούς τάς ἑξῆς περίπου: [1307, 342, 1574, 396]
paragraph: Ὀδοντίατρος διαπρέψασα ἐπί ἀρκετόν χρόνον εἰς Ἀθήνας ἐν τῇ ἐνασκήσει τοῦ ἐπαγγέλματος της, ἔλαβε ἀνέκαθεν τήν ἀπόφασιν νά τελειοποιήσῃ τάς γνώσεις της μετά πορείαν τεσσάρων ἐτῶν εἰς τήν Ἀμερικήν. [274, 475, 509, 557]
ad-shop-owner: Π. ΤΖΙΝΗ [347, 1540, 436, 1562]
paragraph: Καί κατόπιν ἀπῆλθον οἱ πατέρες τοῦ Ἔθνους διά νά ἀναπαυθοῦν. [26, 1588, 261, 1615]
ad-sub: τοῦ Δανείου κτηματικῆς πίστεως τῆς Ἐθνικῆς Τραπέζης τῆς Ἑλλάδος τῶν 4 0/0 [530, 1039, 749, 1080]
paragraph: Ἀπέδειξεν ὅτι ἡ δυσφορία δέν προήρχετο ἐκ τοῦ ἐλαττώματος τῆς ἐπιτροπείας, ἀλλ' ἐκ τῆς δυσκολίας τῶν πραγμάτων. Ἐάν δέ ἄλλως ἐνόμιζον, ἄς ἐπέμενον εἰς τήν προτέρα γνώμην. [26, 821, 261, 890]
paragraph: Γ') Ἡ ἀναδιοργάνωσις τοῦ Ὑπουργείου τῶν Στρατιωτικῶν. [1307, 1139, 1574, 1166]
